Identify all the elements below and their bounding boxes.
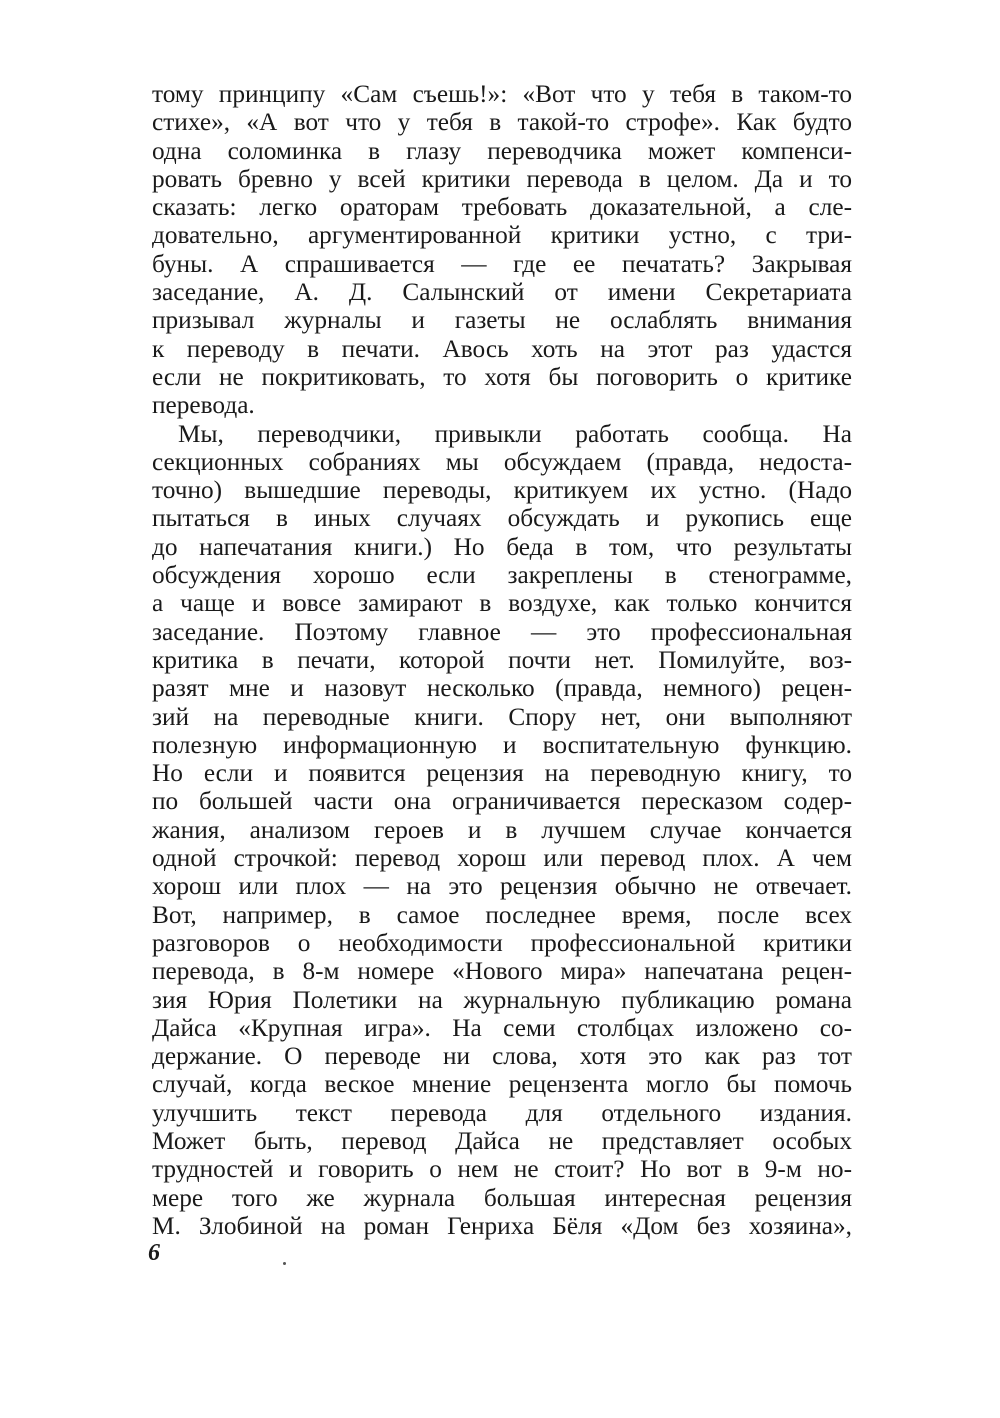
text-line: буны. А спрашивается — где ее печатать? Закрывая [152, 249, 852, 278]
text-line: заседание. Поэтому главное — это профессиональная [152, 617, 852, 646]
text-line: мере того же журнала большая интересная рецензия [152, 1183, 852, 1212]
page-number: 6 [148, 1240, 160, 1266]
text-line: разговоров о необходимости профессиональной критики [152, 928, 852, 957]
text-line: ровать бревно у всей критики перевода в целом. Да и то [152, 164, 852, 193]
print-speck [283, 1262, 286, 1265]
text-line: стихе», «А вот что у тебя в такой-то строфе». Как будто [152, 108, 852, 137]
text-line: трудностей и говорить о нем не стоит? Но вот в 9-м но- [152, 1155, 852, 1184]
text-line: а чаще и вовсе замирают в воздухе, как только кончится [152, 589, 852, 618]
text-line: заседание, А. Д. Салынский от имени Секретариата [152, 278, 852, 307]
text-line: улучшить текст перевода для отдельного издания. [152, 1098, 852, 1127]
text-line: призывал журналы и газеты не ослаблять внимания [152, 306, 852, 335]
text-line: Дайса «Крупная игра». На семи столбцах изложено со- [152, 1013, 852, 1042]
text-line: Может быть, перевод Дайса не представляет особых [152, 1126, 852, 1155]
text-line: секционных собраниях мы обсуждаем (правда, недоста- [152, 447, 852, 476]
text-line: зия Юрия Полетики на журнальную публикацию романа [152, 985, 852, 1014]
text-line: жания, анализом героев и в лучшем случае кончается [152, 815, 852, 844]
text-line: пытаться в иных случаях обсуждать и рукопись еще [152, 504, 852, 533]
text-line: случай, когда веское мнение рецензента могло бы помочь [152, 1070, 852, 1099]
text-line: держание. О переводе ни слова, хотя это как раз тот [152, 1042, 852, 1071]
text-line: хорош или плох — на это рецензия обычно не отвечает. [152, 872, 852, 901]
text-line: полезную информационную и воспитательную функцию. [152, 730, 852, 759]
text-line: довательно, аргументированной критики устно, с три- [152, 221, 852, 250]
text-line: Мы, переводчики, привыкли работать сообща. На [178, 419, 852, 448]
paragraph-2 [152, 420, 852, 1241]
text-line: если не покритиковать, то хотя бы поговорить о критике [152, 362, 852, 391]
text-line: по большей части она ограничивается пересказом содер- [152, 787, 852, 816]
text-line: обсуждения хорошо если закреплены в стенограмме, [152, 561, 852, 590]
text-line: Но если и появится рецензия на переводную книгу, то [152, 759, 852, 788]
text-line: к переводу в печати. Авось хоть на этот раз удастся [152, 334, 852, 363]
text-line: Вот, например, в самое последнее время, после всех [152, 900, 852, 929]
text-line: М. Злобиной на роман Генриха Бёля «Дом без хозяина», [152, 1211, 852, 1240]
text-line: тому принципу «Сам съешь!»: «Вот что у тебя в таком-то [152, 80, 852, 108]
body-text [152, 80, 852, 1240]
paragraph-1 [152, 80, 852, 420]
text-line: сказать: легко ораторам требовать доказательной, а сле- [152, 193, 852, 222]
text-line: одна соломинка в глазу переводчика может компенси- [152, 136, 852, 165]
text-line: точно) вышедшие переводы, критикуем их устно. (Надо [152, 476, 852, 505]
text-line: критика в печати, которой почти нет. Помилуйте, воз- [152, 645, 852, 674]
text-line: перевода. [152, 391, 255, 420]
text-line: одной строчкой: перевод хорош или перевод плох. А чем [152, 844, 852, 873]
text-line: зий на переводные книги. Спору нет, они выполняют [152, 702, 852, 731]
text-line: разят мне и назовут несколько (правда, немного) рецен- [152, 674, 852, 703]
text-line: перевода, в 8-м номере «Нового мира» напечатана рецен- [152, 957, 852, 986]
text-line: до напечатания книги.) Но беда в том, что результаты [152, 532, 852, 561]
